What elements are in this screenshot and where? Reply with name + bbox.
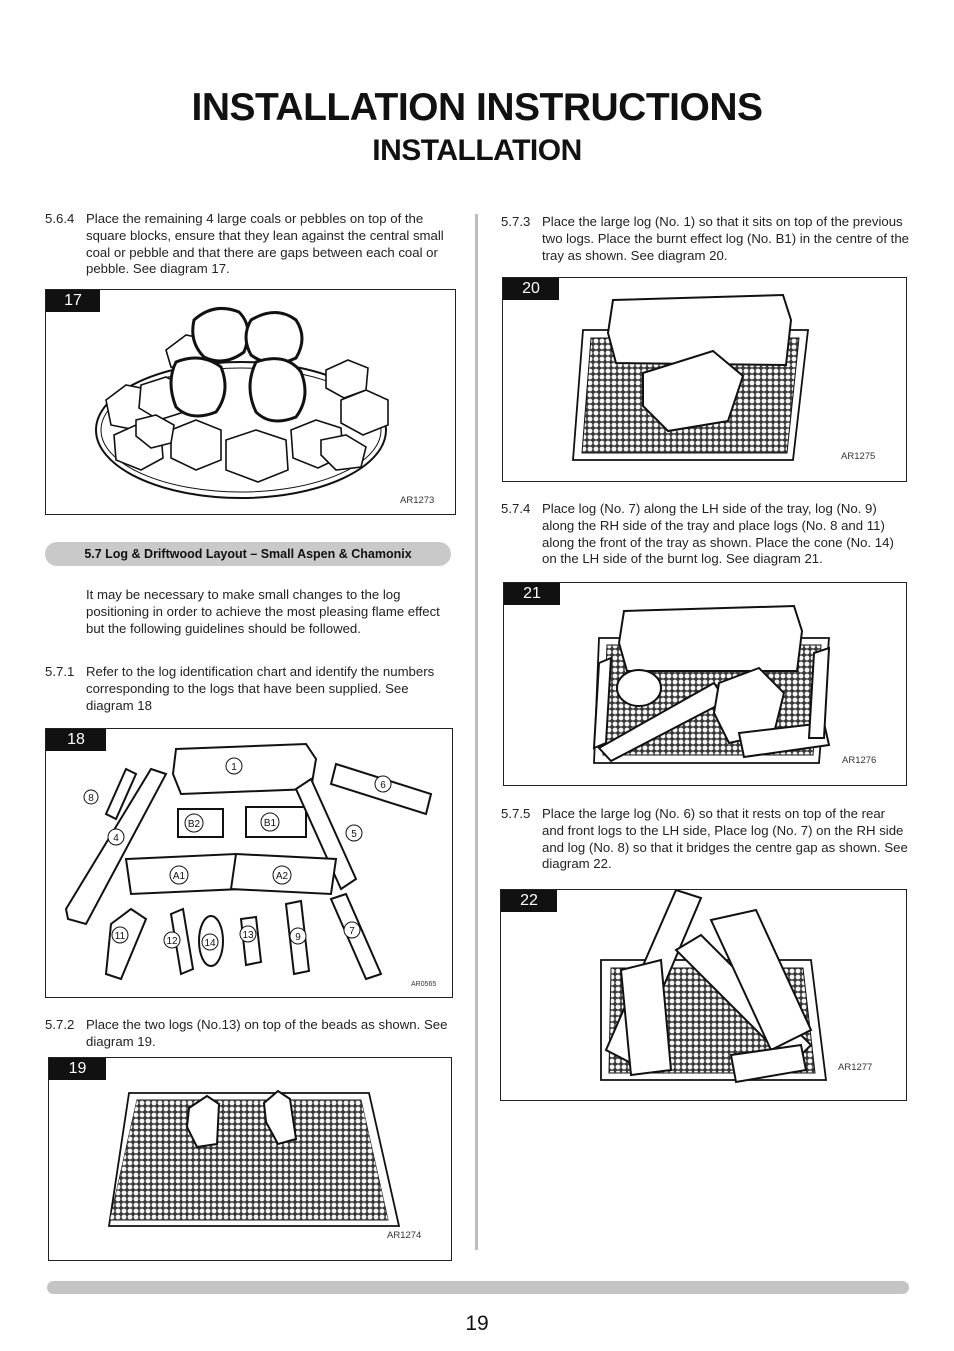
log-identification-chart — [46, 729, 451, 996]
step-5-6-4 — [45, 211, 455, 278]
diagram-label: 17 — [46, 290, 100, 312]
diagram-label: 21 — [504, 583, 560, 605]
diagram-21 — [503, 582, 907, 786]
step-text: Place the two logs (No.13) on top of the beads as shown. See diagram 19. — [86, 1017, 448, 1049]
diagram-code: AR1273 — [400, 495, 435, 506]
diagram-code: AR1276 — [842, 755, 877, 766]
step-text: Place the large log (No. 6) so that it rests on top of the rear and front logs to the LH side, Place log (No. 7) on the RH side and log (No. 8) so that it bridges the centre gap as shown. See diagram 22. — [542, 806, 908, 872]
step-number: 5.7.5 — [501, 806, 531, 821]
diagram-17 — [45, 289, 456, 515]
page-subtitle: INSTALLATION — [372, 134, 582, 167]
step-number: 5.7.3 — [501, 214, 531, 229]
step-5-7-3 — [501, 214, 909, 264]
step-text: Refer to the log identification chart and identify the numbers corresponding to the logs that have been supplied. See diagram 18 — [86, 664, 435, 713]
coal-layout-illustration — [46, 290, 454, 513]
log-number: 1 — [231, 762, 237, 773]
log-number: 12 — [166, 936, 178, 947]
diagram-label: 22 — [501, 890, 557, 912]
step-5-7-5 — [501, 806, 909, 873]
step-number: 5.7.4 — [501, 501, 531, 516]
log-number: 4 — [113, 833, 119, 844]
section-heading: 5.7 Log & Driftwood Layout – Small Aspen & Chamonix — [45, 542, 451, 566]
diagram-code: AR1274 — [387, 1230, 422, 1241]
diagram-22 — [500, 889, 907, 1101]
log-number: 7 — [349, 926, 355, 937]
diagram-code: AR1275 — [841, 451, 876, 462]
log-number: 14 — [204, 938, 216, 949]
step-text: Place log (No. 7) along the LH side of the tray, log (No. 9) along the RH side of the tray and place logs (No. 8 and 11) along the front of the tray as shown. Place the cone (No. 14) on the LH side of the burnt log. See diagram 21. — [542, 501, 894, 567]
log-number: B1 — [263, 818, 277, 829]
footer-bar — [47, 1281, 909, 1294]
log-number: A1 — [172, 871, 186, 882]
log-number: 6 — [380, 780, 386, 791]
log-number: 5 — [351, 829, 357, 840]
log-number: 9 — [295, 932, 301, 943]
column-divider — [475, 214, 478, 1250]
log-number: 13 — [242, 930, 254, 941]
log-number: B2 — [187, 819, 201, 830]
diagram-label: 20 — [503, 278, 559, 300]
diagram-code: AR1277 — [838, 1062, 873, 1073]
diagram-code: AR0565 — [411, 981, 437, 988]
log-placement-illustration — [503, 278, 905, 480]
step-number: 5.7.1 — [45, 664, 75, 679]
step-5-7-1 — [45, 664, 455, 714]
diagram-label: 18 — [46, 729, 106, 751]
log-number: A2 — [275, 871, 289, 882]
step-5-7-4 — [501, 501, 909, 568]
step-5-7-2 — [45, 1017, 455, 1051]
diagram-20 — [502, 277, 907, 482]
log-number: 11 — [114, 931, 126, 942]
diagram-18 — [45, 728, 453, 998]
beads-tray-illustration — [49, 1058, 450, 1259]
page-number: 19 — [465, 1312, 489, 1335]
diagram-19 — [48, 1057, 452, 1261]
log-number: 8 — [88, 793, 94, 804]
log-placement-illustration — [504, 583, 905, 784]
page-title: INSTALLATION INSTRUCTIONS — [191, 86, 763, 129]
step-text: Place the remaining 4 large coals or pebbles on top of the square blocks, ensure that they lean against the central small coal or pebble and that there are gaps between each coal or pebble. See diagram 17. — [86, 211, 444, 277]
step-number: 5.6.4 — [45, 211, 75, 226]
step-number: 5.7.2 — [45, 1017, 75, 1032]
step-text: Place the large log (No. 1) so that it sits on top of the previous two logs. Place the burnt effect log (No. B1) in the centre of the tray as shown. See diagram 20. — [542, 214, 910, 263]
intro-paragraph: It may be necessary to make small changes to the log positioning in order to achieve the most pleasing flame effect but the following guidelines should be followed. — [86, 587, 440, 636]
diagram-label: 19 — [49, 1058, 106, 1080]
